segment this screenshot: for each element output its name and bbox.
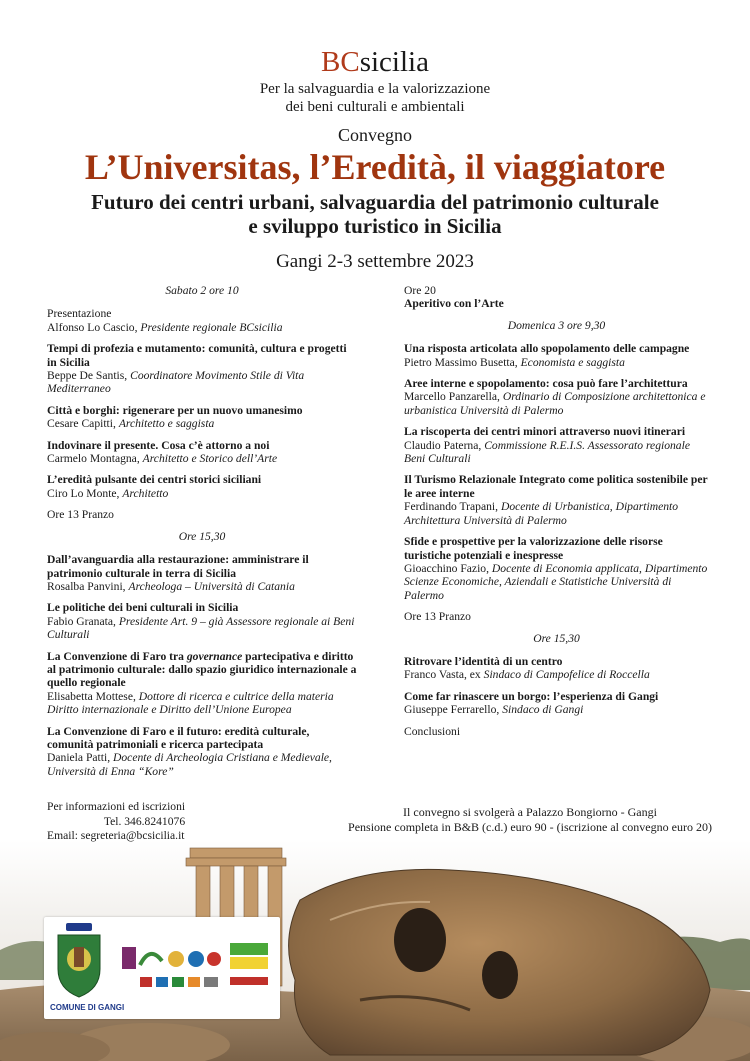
- program-item: [47, 725, 357, 779]
- sponsor-logo-11: [188, 977, 200, 987]
- item-speaker-line: [47, 452, 357, 465]
- tagline-1: Per la salvaguardia e la valorizzazione: [259, 81, 491, 97]
- kicker: Convegno: [338, 125, 412, 145]
- speaker-role: Ordinario di Composizione architettonica e urbanistica Università di Palermo: [404, 390, 706, 417]
- item-speaker-line: [47, 615, 357, 642]
- speaker-role: Docente di Urbanistica, Dipartimento Architettura Università di Palermo: [404, 500, 679, 527]
- item-speaker-line: [404, 562, 709, 602]
- page-title: L’Universitas, l’Eredità, il viaggiatore: [84, 147, 666, 187]
- program-item: [404, 425, 709, 465]
- subtitle-2: e sviluppo turistico in Sicilia: [248, 214, 502, 238]
- speaker-name: Ferdinando Trapani,: [404, 500, 499, 514]
- program-item: [47, 650, 357, 717]
- sponsor-logo-1: [122, 947, 136, 969]
- program-item: [404, 655, 709, 682]
- program-item: [47, 601, 357, 641]
- speaker-name: Cesare Capitti,: [47, 417, 116, 431]
- speaker-role: Architetto e saggista: [118, 417, 215, 431]
- talk-title-part: La Convenzione di Faro tra: [47, 649, 187, 663]
- sponsor-logo-5: [207, 952, 221, 966]
- talk-title: Tempi di profezia e mutamento: comunità, cultura e progetti in Sicilia: [47, 342, 347, 369]
- speaker-name: Carmelo Montagna,: [47, 452, 140, 466]
- program-item: [47, 439, 357, 466]
- sponsor-logo-7: [230, 957, 268, 969]
- speaker-name: Daniela Patti,: [47, 751, 111, 765]
- speaker-role: Commissione R.E.I.S. Assessorato regionale Beni Culturali: [404, 438, 690, 466]
- info-label: Per informazioni ed iscrizioni: [47, 800, 186, 813]
- item-speaker-line: [404, 703, 709, 716]
- brand-sicilia: sicilia: [359, 46, 429, 78]
- talk-title: La Convenzione di Faro e il futuro: eredità culturale, comunità patrimoniali e ricerca partecipata: [47, 724, 310, 751]
- comune-label: COMUNE DI GANGI: [50, 1003, 125, 1012]
- item-speaker-line: [47, 321, 357, 334]
- venue-info: [300, 805, 750, 834]
- speaker-role: Architetto: [122, 486, 169, 500]
- sponsor-logo-8: [140, 977, 152, 987]
- speaker-role: Presidente regionale BCsicilia: [140, 320, 283, 334]
- speaker-name: Elisabetta Mottese,: [47, 689, 136, 703]
- item-speaker-line: [47, 690, 357, 717]
- speaker-role: Sindaco di Gangi: [502, 703, 584, 717]
- talk-title: Città e borghi: rigenerare per un nuovo umanesimo: [47, 403, 303, 417]
- sponsor-logo-3: [168, 951, 184, 967]
- item-time: Ore 20: [404, 284, 436, 297]
- pension: Pensione completa in B&B (c.d.) euro 90 - (iscrizione al convegno euro 20): [348, 819, 712, 834]
- speaker-name: Rosalba Panvini,: [47, 579, 126, 593]
- talk-title: La riscoperta dei centri minori attraverso nuovi itinerari: [404, 425, 686, 439]
- contact-info: [47, 800, 185, 844]
- item-speaker-line: [47, 369, 357, 396]
- lunch-break: Ore 13 Pranzo: [47, 508, 114, 522]
- speaker-role: Sindaco di Campofelice di Roccella: [483, 668, 650, 682]
- sponsor-logo-9: [156, 977, 168, 987]
- tagline-2: dei beni culturali e ambientali: [285, 99, 465, 115]
- sponsor-logos: [44, 917, 280, 1019]
- talk-title: Le politiche dei beni culturali in Sicilia: [47, 601, 239, 615]
- session-heading: Ore 15,30: [178, 529, 226, 543]
- program-item: [404, 535, 709, 602]
- talk-title: Aree interne e spopolamento: cosa può fare l’architettura: [404, 377, 688, 391]
- lunch-break: Ore 13 Pranzo: [404, 610, 471, 624]
- email: Email: segreteria@bcsicilia.it: [47, 829, 185, 842]
- talk-title: Come far rinascere un borgo: l’esperienza di Gangi: [404, 689, 659, 703]
- speaker-role: Dottore di ricerca e cultrice della materia Diritto internazionale e Diritto dell’Unione Europea: [47, 689, 334, 717]
- program-item: [404, 377, 709, 417]
- brand-logo: [0, 46, 750, 78]
- item-speaker-line: [47, 487, 357, 500]
- program-item: [404, 342, 709, 369]
- comune-crest-icon: [58, 923, 100, 997]
- item-speaker-line: [404, 439, 709, 466]
- venue: Il convegno si svolgerà a Palazzo Bongiorno - Gangi: [403, 805, 657, 819]
- sponsor-logo-13: [230, 977, 268, 985]
- session-heading: Domenica 3 ore 9,30: [507, 318, 606, 332]
- speaker-name: Ciro Lo Monte,: [47, 486, 120, 500]
- sponsor-logo-10: [172, 977, 184, 987]
- item-speaker-line: [404, 668, 709, 681]
- speaker-role: Economista e saggista: [520, 355, 625, 369]
- item-speaker-line: [404, 500, 709, 527]
- conclusions: Conclusioni: [404, 724, 461, 738]
- talk-title: Ritrovare l’identità di un centro: [404, 654, 563, 668]
- program-item: [47, 307, 357, 334]
- talk-title: Indovinare il presente. Cosa c’è attorno a noi: [47, 438, 270, 452]
- subtitle-1: Futuro dei centri urbani, salvaguardia del patrimonio culturale: [91, 190, 659, 214]
- talk-title: Dall’avanguardia alla restaurazione: amministrare il patrimonio culturale in terra di Sicilia: [47, 553, 309, 580]
- phone: Tel. 346.8241076: [103, 814, 186, 828]
- speaker-name: Fabio Granata,: [47, 614, 116, 628]
- talk-title-italic: governance: [186, 649, 243, 663]
- talk-title: Una risposta articolata allo spopolamento delle campagne: [404, 342, 690, 356]
- item-label: Presentazione: [47, 307, 112, 321]
- speaker-role: Archeologa – Università di Catania: [128, 579, 295, 593]
- speaker-name: Giuseppe Ferrarello,: [404, 703, 500, 717]
- speaker-name: Marcello Panzarella,: [404, 390, 500, 404]
- talk-title: Il Turismo Relazionale Integrato come politica sostenibile per le aree interne: [404, 473, 708, 500]
- talk-title: L’eredità pulsante dei centri storici siciliani: [47, 473, 262, 487]
- brand-bc: BC: [321, 46, 360, 78]
- speaker-name: Claudio Paterna,: [404, 438, 482, 452]
- program-item: [47, 473, 357, 500]
- speaker-role: Presidente Art. 9 – già Assessore regionale ai Beni Culturali: [47, 614, 355, 642]
- program-item: [404, 690, 709, 717]
- speaker-name: Alfonso Lo Cascio,: [47, 320, 138, 334]
- sponsor-logo-6: [230, 943, 268, 955]
- session-heading: Ore 15,30: [533, 631, 580, 645]
- sponsor-logo-4: [188, 951, 204, 967]
- talk-title: [47, 650, 357, 690]
- program-item: [47, 553, 357, 593]
- speaker-name: Pietro Massimo Busetta,: [404, 355, 518, 369]
- item-speaker-line: [47, 751, 357, 778]
- speaker-role: Architetto e Storico dell’Arte: [142, 452, 278, 466]
- item-speaker-line: [404, 390, 709, 417]
- dateline: Gangi 2-3 settembre 2023: [276, 251, 474, 272]
- talk-title: Sfide e prospettive per la valorizzazione delle risorse turistiche potenziali e inespresse: [404, 535, 663, 562]
- program-left-column: [47, 284, 357, 786]
- speaker-role: Docente di Archeologia Cristiana e Medievale, Università di Enna “Kore”: [47, 751, 332, 778]
- program-item: [404, 473, 709, 527]
- speaker-name: Gioacchino Fazio,: [404, 561, 489, 575]
- program-item: [47, 342, 357, 396]
- speaker-name: Beppe De Santis,: [47, 369, 128, 383]
- program-right-column: [404, 284, 709, 746]
- sponsor-logo-12: [204, 977, 218, 987]
- item-speaker-line: [47, 417, 357, 430]
- speaker-name: Franco Vasta, ex: [404, 668, 481, 682]
- item-speaker-line: [47, 580, 357, 593]
- talk-title: Aperitivo con l’Arte: [404, 297, 504, 311]
- speaker-role: Coordinatore Movimento Stile di Vita Mediterraneo: [47, 369, 305, 396]
- talk-title-part: partecipativa e diritto al patrimonio culturale: dallo spazio giuridico internazionale a quello regionale: [47, 649, 357, 690]
- sponsor-logo-2: [140, 954, 162, 965]
- session-heading: Sabato 2 ore 10: [165, 284, 239, 297]
- program-item: [47, 404, 357, 431]
- program-item: [404, 284, 709, 311]
- item-speaker-line: [404, 356, 709, 369]
- speaker-role: Docente di Economia applicata, Dipartimento Scienze Economiche, Aziendali e Statistiche Università di Palermo: [404, 561, 708, 602]
